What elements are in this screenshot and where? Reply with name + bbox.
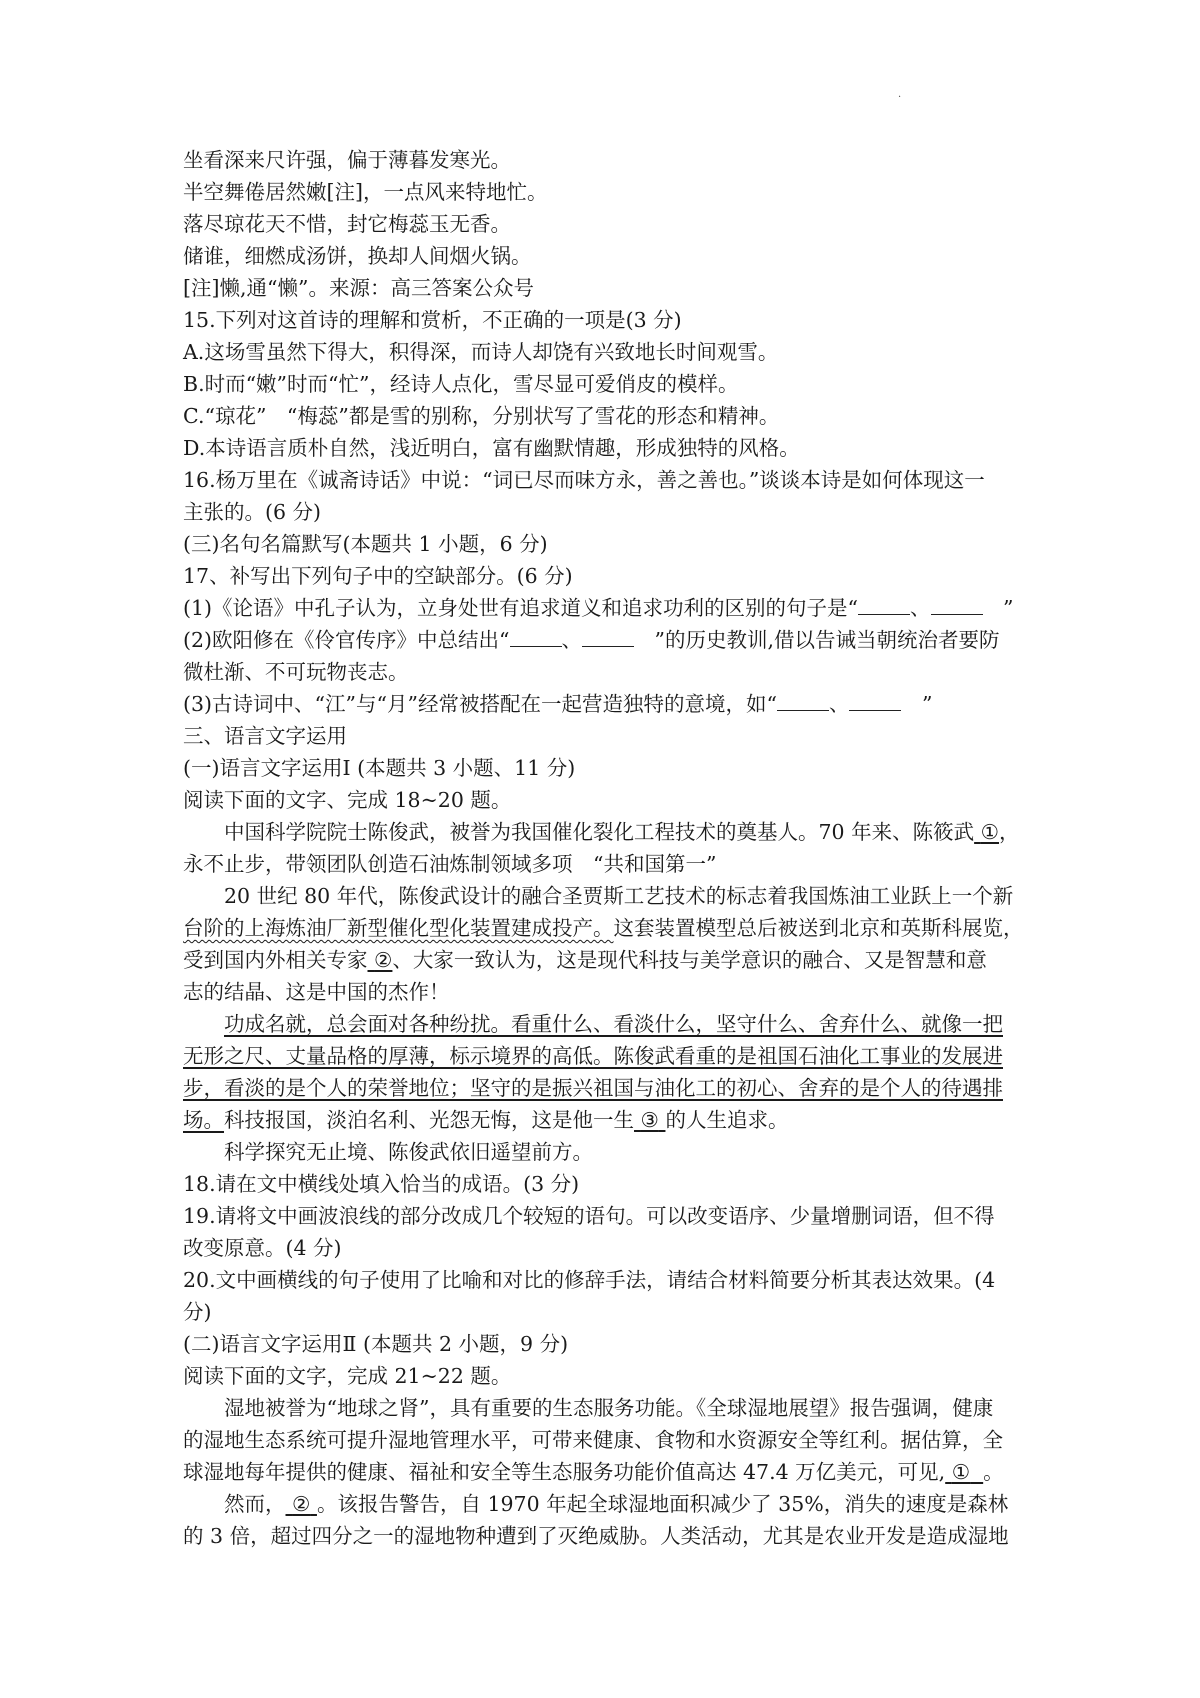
p2-2-l1-text-b: 。该报告警告，自 1970 年起全球湿地面积减少了 35%，消失的速度是森林 (316, 1492, 1009, 1516)
blank-2[interactable] (368, 944, 393, 976)
p2-2-l1-text-a: 然而， (224, 1492, 286, 1516)
q17-1-text: (1)《论语》中孔子认为，立身处世有追求道义和追求功利的区别的句子是“ (183, 596, 859, 620)
passage-2-para-1-line-1: 湿地被誉为“地球之肾”，具有重要的生态服务功能。《全球湿地展望》报告强调，健康 (224, 1396, 994, 1420)
p2-1-l3-text-b: 。 (983, 1460, 1004, 1484)
blank-p2-1-mark: ① (951, 1460, 971, 1484)
passage-1-para-2-line-3 (183, 944, 1033, 976)
p2-1-l3-text-a: 球湿地每年提供的健康、福祉和安全等生态服务功能价值高达 47.4 万亿美元，可见, (183, 1460, 946, 1484)
passage-1-para-3-line-3 (183, 1072, 1033, 1104)
q17-3-text: (3)古诗词中、“江”与“月”经常被搭配在一起营造独特的意境，如“ (183, 692, 777, 716)
p1-text-a: 中国科学院院士陈俊武，被誉为我国催化裂化工程技术的奠基人。70 年来、陈筱武 (224, 820, 975, 844)
blank-p2-1[interactable] (945, 1456, 983, 1488)
poem-line-2: 半空舞倦居然嫩[注]，一点风来特地忙。 (183, 180, 548, 204)
blank-3-mark: ③ (640, 1108, 659, 1132)
question-16-line-1: 16.杨万里在《诚斋诗话》中说：“词已尽而味方永，善之善也。”谈谈本诗是如何体现这一 (183, 468, 985, 492)
passage-1-para-3-line-1 (183, 1008, 1033, 1040)
passage-2-para-1-line-2: 的湿地生态系统可提升湿地管理水平，可带来健康、食物和水资源安全等红利。据估算，全 (183, 1428, 1003, 1452)
wavy-underlined-text: 台阶的上海炼油厂新型催化型化装置建成投产。 (183, 916, 614, 940)
q17-2-text: (2)欧阳修在《伶官传序》中总结出“ (183, 628, 510, 652)
q17-1-sep: 、 (910, 596, 931, 620)
q17-1-end: ” (982, 596, 1014, 620)
question-19-line-1: 19.请将文中画波浪线的部分改成几个较短的语句。可以改变语序、少量增删词语，但不得 (183, 1204, 995, 1228)
p1-text-b: ， (999, 820, 1020, 844)
p2-l3-text-b: 、大家一致认为，这是现代科技与美学意识的融合、又是智慧和意 (392, 948, 987, 972)
poem-note: [注]懒,通“懒”。来源：高三答案公众号 (183, 276, 534, 300)
q17-3-blank-b[interactable] (849, 690, 901, 711)
question-19-line-2: 改变原意。(4 分) (183, 1236, 342, 1260)
question-20-line-2: 分) (183, 1300, 212, 1324)
section-3-title: (三)名句名篇默写(本题共 1 小题，6 分) (183, 532, 548, 556)
passage-1-para-2-line-1: 20 世纪 80 年代，陈俊武设计的融合圣贾斯工艺技术的标志着我国炼油工业跃上一个新 (224, 884, 1014, 908)
passage-1-para-2-line-2 (183, 912, 1033, 944)
exam-page (183, 144, 1033, 1552)
passage-1-para-1-line-1 (183, 816, 1033, 848)
page-dot: · (898, 92, 902, 103)
passage-1-para-2-line-4: 志的结晶、这是中国的杰作！ (183, 980, 450, 1004)
question-17-item-2-cont: 微杜渐、不可玩物丧志。 (183, 660, 409, 684)
q17-2-blank-a[interactable] (510, 626, 562, 647)
question-15-option-d: D.本诗语言质朴自然，浅近明白，富有幽默情趣，形成独特的风格。 (183, 436, 800, 460)
question-17-item-2 (183, 624, 1033, 656)
part-three-title: 三、语言文字运用 (183, 724, 347, 748)
question-17-stem: 17、补写出下列句子中的空缺部分。(6 分) (183, 564, 573, 588)
question-17-item-1 (183, 592, 1033, 624)
subsection-1-title: (一)语言文字运用Ⅰ (本题共 3 小题、11 分) (183, 756, 576, 780)
question-15-option-c: C.“琼花” “梅蕊”都是雪的别称，分别状写了雪花的形态和精神。 (183, 404, 780, 428)
underlined-sentence-3: 步，看淡的是个人的荣誉地位；坚守的是振兴祖国与油化工的初心、舍弃的是个人的待遇排 (183, 1076, 1003, 1100)
q17-2-sep: 、 (561, 628, 583, 652)
subsection-2-title: (二)语言文字运用Ⅱ (本题共 2 小题，9 分) (183, 1332, 569, 1356)
passage-2-para-2-line-1 (183, 1488, 1033, 1520)
underlined-sentence-2: 无形之尺、丈量品格的厚薄，标示境界的高低。陈俊武看重的是祖国石油化工事业的发展进 (183, 1044, 1003, 1068)
p2-l3-text-a: 受到国内外相关专家 (183, 948, 368, 972)
passage-2-para-1-line-3 (183, 1456, 1033, 1488)
poem-line-1: 坐看深来尺许强，偏于薄暮发寒光。 (183, 148, 511, 172)
question-20-line-1: 20.文中画横线的句子使用了比喻和对比的修辞手法，请结合材料简要分析其表达效果。(4 (183, 1268, 996, 1292)
subsection-2-intro: 阅读下面的文字，完成 21~22 题。 (183, 1364, 512, 1388)
question-17-item-3 (183, 688, 1033, 720)
q17-3-end: ” (901, 692, 933, 716)
question-16-line-2: 主张的。(6 分) (183, 500, 322, 524)
blank-1-mark: ① (980, 820, 1000, 844)
p3-l4-text-a: 科技报国，淡泊名利、光怨无悔，这是他一生 (224, 1108, 634, 1132)
q17-1-blank-b[interactable] (931, 594, 983, 615)
passage-1-para-3-line-4 (183, 1104, 1033, 1136)
poem-line-3: 落尽琼花天不惜，封它梅蕊玉无香。 (183, 212, 511, 236)
q17-3-blank-a[interactable] (777, 690, 829, 711)
underlined-sentence-4: 场。 (183, 1108, 224, 1132)
question-18: 18.请在文中横线处填入恰当的成语。(3 分) (183, 1172, 580, 1196)
poem-line-4: 储谁，细燃成汤饼，换却人间烟火锅。 (183, 244, 532, 268)
passage-2-para-2-line-2: 的 3 倍，超过四分之一的湿地物种遭到了灭绝威胁。人类活动，尤其是农业开发是造成湿地 (183, 1524, 1009, 1548)
p3-l4-text-b: 的人生追求。 (665, 1108, 789, 1132)
passage-1-para-3-line-2 (183, 1040, 1033, 1072)
blank-p2-2-mark: ② (292, 1492, 311, 1516)
q17-3-sep: 、 (828, 692, 850, 716)
question-15-option-a: A.这场雪虽然下得大，积得深，而诗人却饶有兴致地长时间观雪。 (183, 340, 779, 364)
subsection-1-intro: 阅读下面的文字、完成 18~20 题。 (183, 788, 512, 812)
question-15-option-b: B.时而“嫩”时而“忙”，经诗人点化，雪尽显可爱俏皮的模样。 (183, 372, 739, 396)
underlined-sentence-1: 功成名就，总会面对各种纷扰。看重什么、看淡什么，坚守什么、舍弃什么、就像一把 (224, 1012, 1003, 1036)
passage-1-para-1-line-2: 永不止步，带领团队创造石油炼制领域多项 “共和国第一” (183, 852, 717, 876)
q17-1-blank-a[interactable] (858, 594, 910, 615)
blank-2-mark: ② (374, 948, 393, 972)
question-15-stem: 15.下列对这首诗的理解和赏析，不正确的一项是(3 分) (183, 308, 682, 332)
passage-1-para-4: 科学探究无止境、陈俊武依旧遥望前方。 (224, 1140, 593, 1164)
blank-3[interactable] (634, 1104, 665, 1136)
p2-l2-text: 这套装置模型总后被送到北京和英斯科展览， (613, 916, 1024, 940)
q17-2-blank-b[interactable] (582, 626, 634, 647)
blank-p2-2[interactable] (286, 1488, 317, 1520)
blank-1[interactable] (974, 816, 999, 848)
q17-2-tail: ”的历史教训,借以告诫当朝统治者要防 (634, 628, 1000, 652)
